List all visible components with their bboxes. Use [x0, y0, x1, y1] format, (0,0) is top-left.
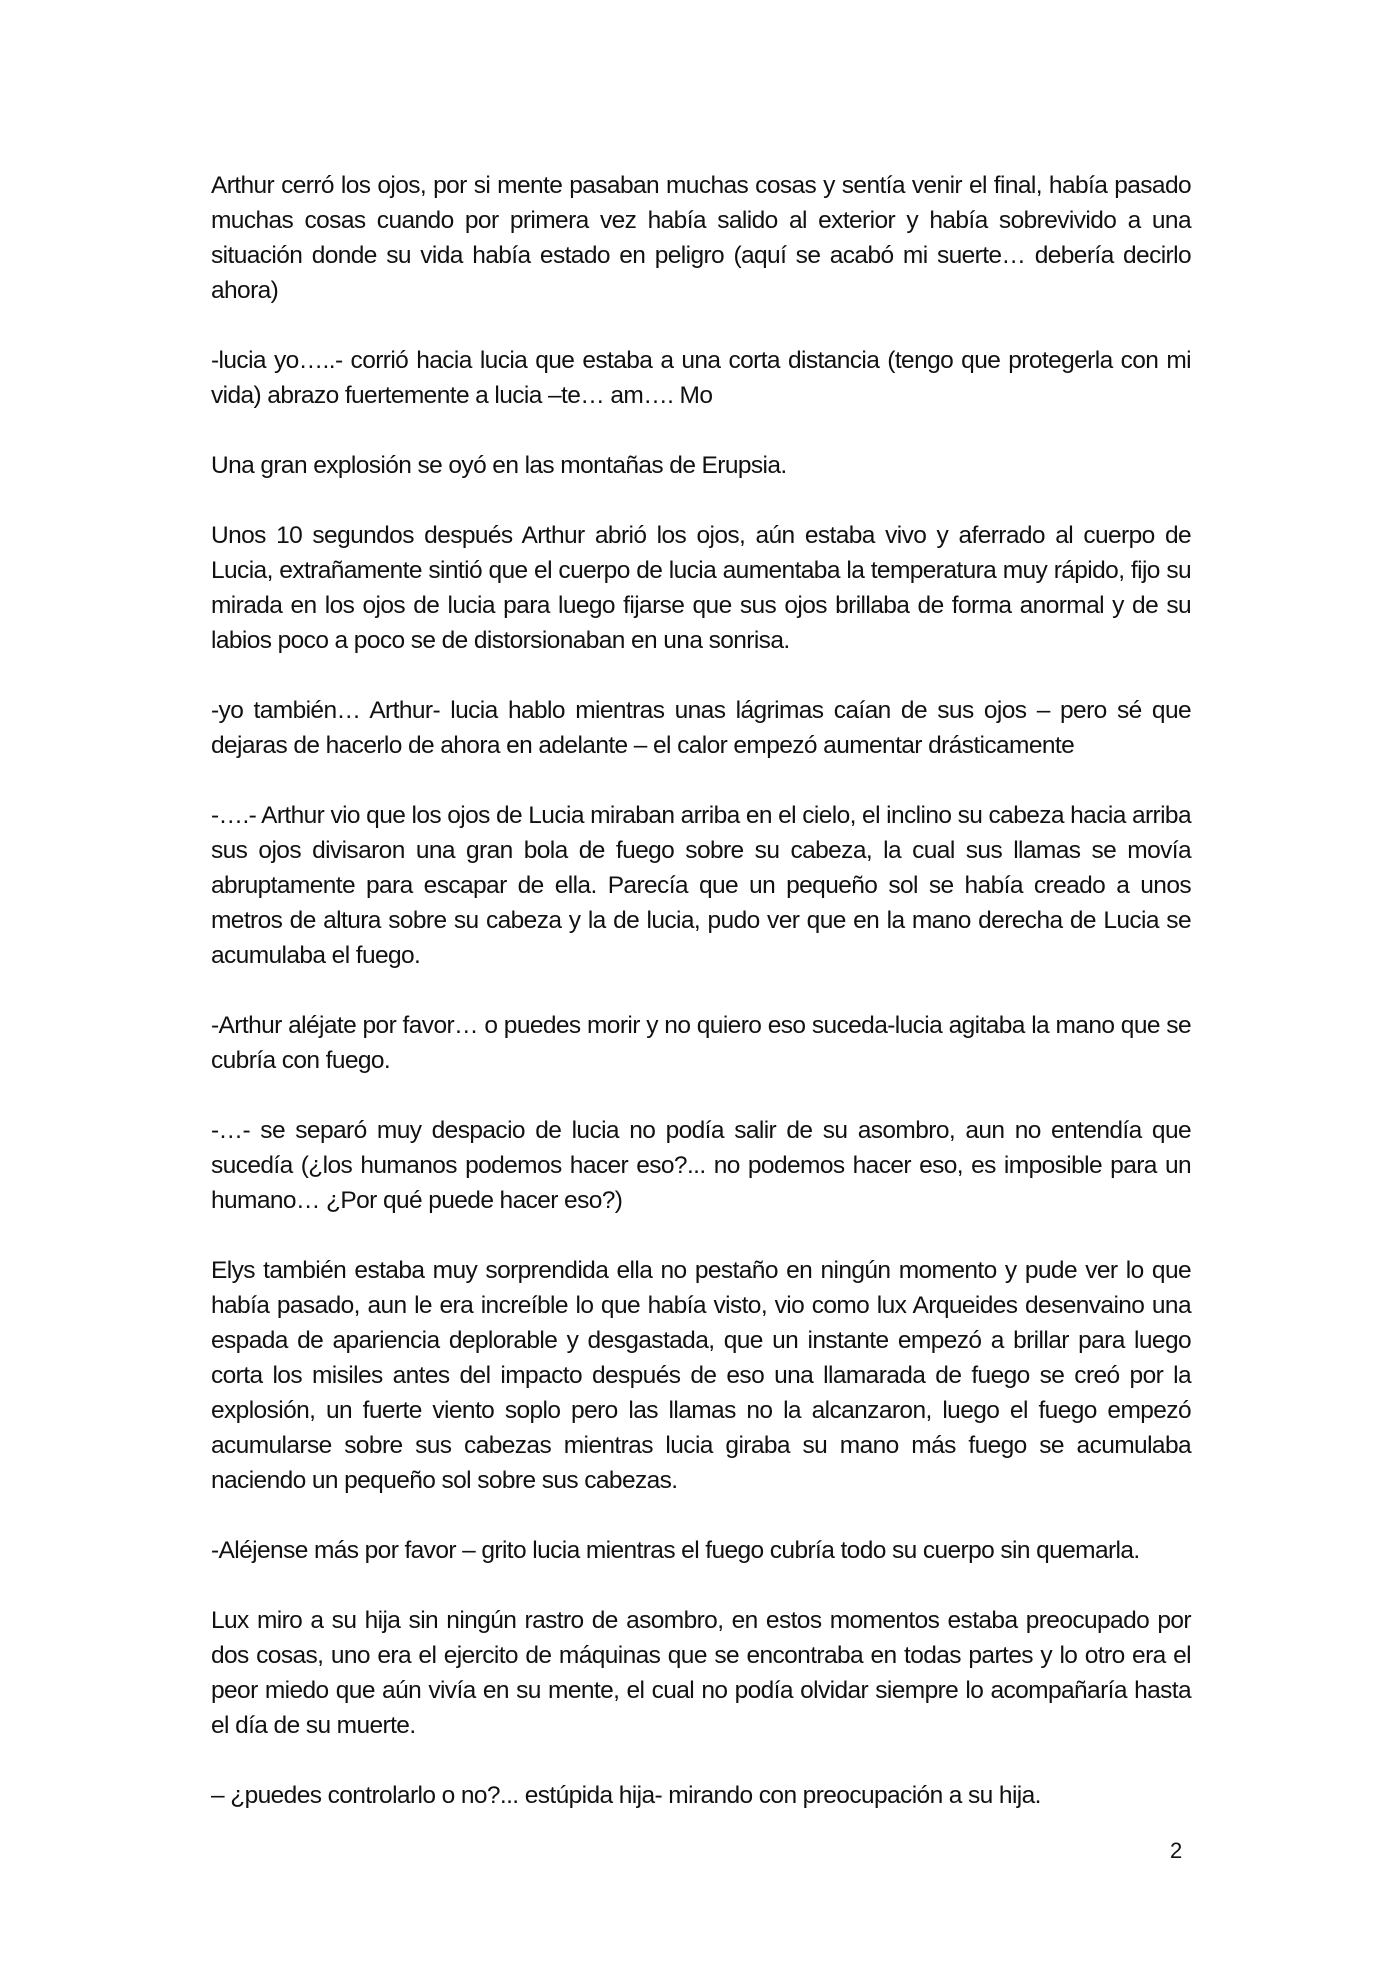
- paragraph: -…- se separó muy despacio de lucia no podía salir de su asombro, aun no entendía que sucedía (¿los humanos podemos hacer eso?... no podemos hacer eso, es imposible para un humano… ¿Por qué puede hacer eso?): [211, 1117, 1191, 1214]
- paragraph: Una gran explosión se oyó en las montañas de Erupsia.: [211, 452, 787, 479]
- paragraph: Lux miro a su hija sin ningún rastro de asombro, en estos momentos estaba preocupado por dos cosas, uno era el ejercito de máquinas que se encontraba en todas partes y lo otro era el peor miedo que aún vivía en su mente, el cual no podía olvidar siempre lo acompañaría hasta el día de su muerte.: [211, 1607, 1191, 1739]
- paragraph: -yo también… Arthur- lucia hablo mientras unas lágrimas caían de sus ojos – pero sé que dejaras de hacerlo de ahora en adelante – el calor empezó aumentar drásticamente: [211, 697, 1191, 759]
- paragraph: -….- Arthur vio que los ojos de Lucia miraban arriba en el cielo, el inclino su cabeza hacia arriba sus ojos divisaron una gran bola de fuego sobre su cabeza, la cual sus llamas se movía abruptamente para escapar de ella. Parecía que un pequeño sol se había creado a unos metros de altura sobre su cabeza y la de lucia, pudo ver que en la mano derecha de Lucia se acumulaba el fuego.: [211, 802, 1191, 969]
- paragraph: -Arthur aléjate por favor… o puedes morir y no quiero eso suceda-lucia agitaba la mano que se cubría con fuego.: [211, 1012, 1191, 1074]
- paragraph: Elys también estaba muy sorprendida ella no pestaño en ningún momento y pude ver lo que había pasado, aun le era increíble lo que había visto, vio como lux Arqueides desenvaino una espada de apariencia deplorable y desgastada, que un instante empezó a brillar para luego corta los misiles antes del impacto después de eso una llamarada de fuego se creó por la explosión, un fuerte viento soplo pero las llamas no la alcanzaron, luego el fuego empezó acumularse sobre sus cabezas mientras lucia giraba su mano más fuego se acumulaba naciendo un pequeño sol sobre sus cabezas.: [211, 1257, 1191, 1494]
- paragraph: – ¿puedes controlarlo o no?... estúpida hija- mirando con preocupación a su hija.: [211, 1782, 1041, 1809]
- body-text: [211, 168, 1191, 1813]
- page-number: 2: [1170, 1838, 1183, 1863]
- paragraph: Arthur cerró los ojos, por si mente pasaban muchas cosas y sentía venir el final, había pasado muchas cosas cuando por primera vez había salido al exterior y había sobrevivido a una situación donde su vida había estado en peligro (aquí se acabó mi suerte… debería decirlo ahora): [211, 172, 1191, 304]
- paragraph: -Aléjense más por favor – grito lucia mientras el fuego cubría todo su cuerpo sin quemarla.: [211, 1537, 1140, 1564]
- paragraph: -lucia yo…..- corrió hacia lucia que estaba a una corta distancia (tengo que protegerla con mi vida) abrazo fuertemente a lucia –te… am…. Mo: [211, 347, 1191, 409]
- paragraph: Unos 10 segundos después Arthur abrió los ojos, aún estaba vivo y aferrado al cuerpo de Lucia, extrañamente sintió que el cuerpo de lucia aumentaba la temperatura muy rápido, fijo su mirada en los ojos de lucia para luego fijarse que sus ojos brillaba de forma anormal y de su labios poco a poco se de distorsionaban en una sonrisa.: [211, 522, 1191, 654]
